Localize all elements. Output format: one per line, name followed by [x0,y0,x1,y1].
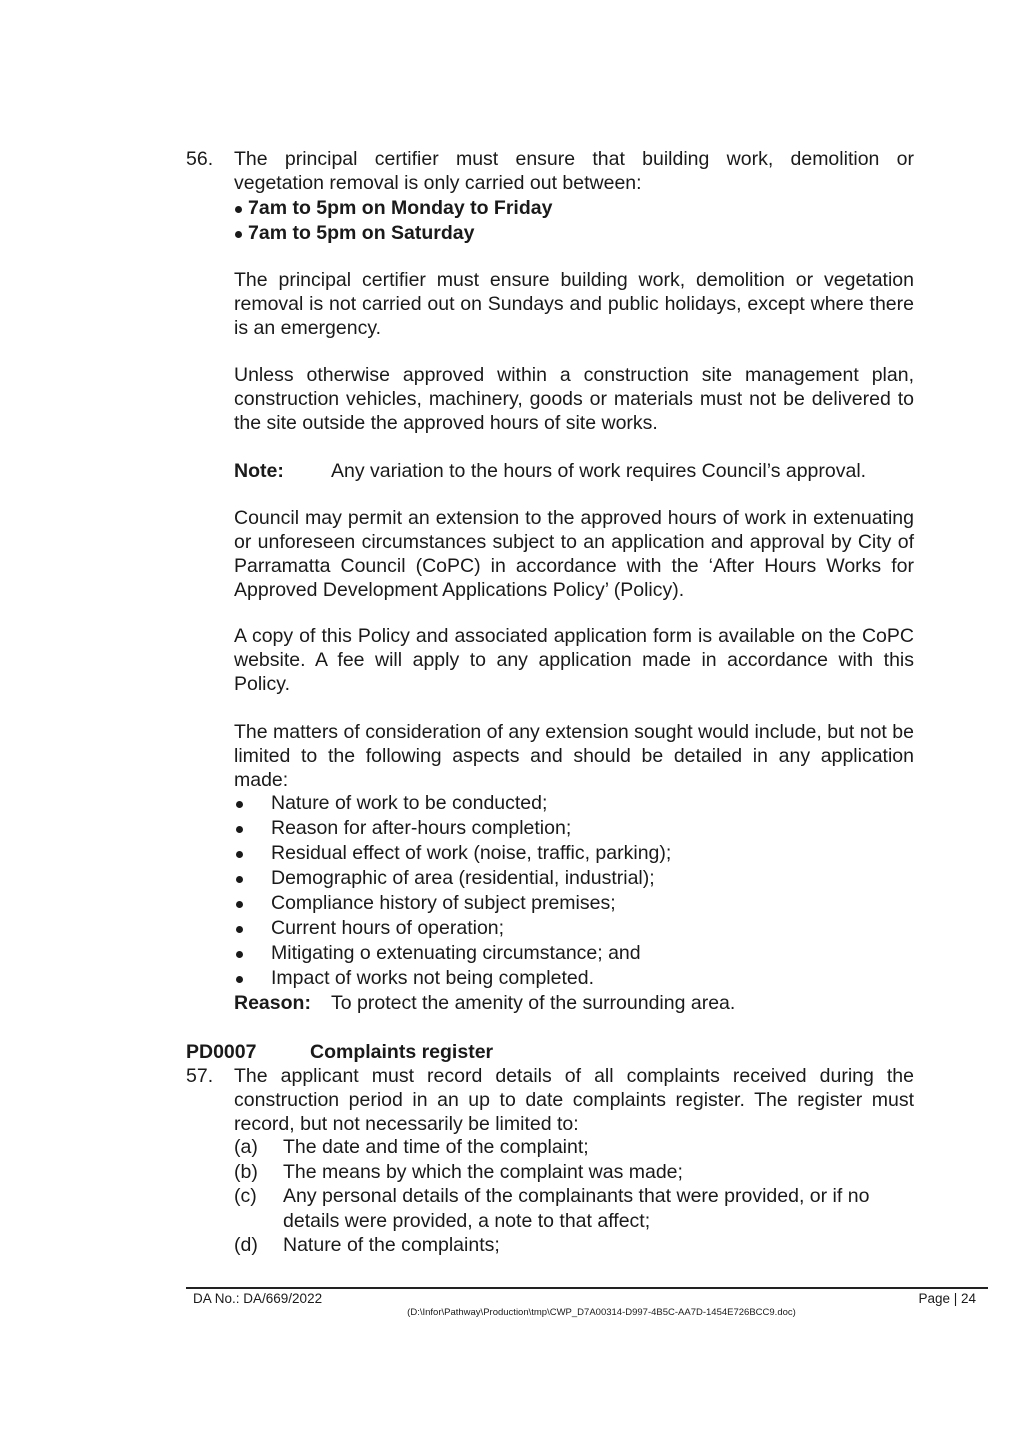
section-title: Complaints register [310,1041,494,1063]
matters-item: Residual effect of work (noise, traffic, parking); [234,841,914,866]
complaint-details-item: (c) Any personal details of the complainants that were provided, or if no details were provided, a note to that affect; [234,1185,870,1232]
section-code: PD0007 [186,1041,257,1063]
work-hours-item: 7am to 5pm on Monday to Friday [234,196,914,221]
condition-56-number: 56. [186,148,214,170]
delivery-paragraph: Unless otherwise approved within a construction site management plan, construction vehicles, machinery, goods or materials must not be delivered to the site outside the approved hours of site works. [234,364,914,434]
condition-56-intro-line-1: The principal certifier must ensure that building work, demolition or [234,148,914,170]
note-label: Note: [234,460,284,482]
bullet-icon [236,951,243,958]
da-number: DA No.: DA/669/2022 [193,1291,323,1306]
complaint-details-item: (a) The date and time of the complaint; [234,1136,589,1158]
bullet-icon [236,851,243,858]
bullet-icon [236,876,243,883]
page-number: Page | 24 [918,1291,976,1306]
matters-item: Impact of works not being completed. [234,966,914,991]
condition-57-number: 57. [186,1065,214,1087]
matters-list [234,791,914,991]
matters-item: Mitigating o extenuating circumstance; and [234,941,914,966]
bullet-icon [235,231,242,238]
bullet-icon [236,926,243,933]
bullet-icon [236,901,243,908]
work-hours-list [234,196,914,246]
matters-item: Current hours of operation; [234,916,914,941]
reason-label: Reason: [234,992,311,1014]
bullet-icon [236,826,243,833]
policy-paragraph: A copy of this Policy and associated application form is available on the CoPC website. A fee will apply to any application made in accordance with this Policy. [234,625,914,695]
matters-item: Compliance history of subject premises; [234,891,914,916]
reason-text: To protect the amenity of the surrounding area. [331,992,736,1014]
bullet-icon [236,801,243,808]
condition-57-intro: The applicant must record details of all complaints received during the construction period in an up to date complaints register. The register must record, but not necessarily be limited to: [234,1065,914,1135]
matters-item: Nature of work to be conducted; [234,791,914,816]
extension-paragraph: Council may permit an extension to the approved hours of work in extenuating or unforeseen circumstances subject to an application and approval by City of Parramatta Council (CoPC) in accordance with the ‘After Hours Works for Approved Development Applications Policy’ (Policy). [234,507,914,601]
complaint-details-item: (b) The means by which the complaint was made; [234,1160,683,1183]
complaint-details-item: (d) Nature of the complaints; [234,1234,500,1256]
complaint-details-list [234,1135,914,1258]
bullet-icon [236,976,243,983]
work-hours-item: 7am to 5pm on Saturday [234,221,914,246]
condition-56-intro [234,147,914,195]
condition-56-intro-line-2: vegetation removal is only carried out between: [234,172,642,194]
file-path: (D:\Infor\Pathway\Production\tmp\CWP_D7A00314-D997-4B5C-AA7D-1454E726BCC9.doc) [407,1307,796,1318]
note-text: Any variation to the hours of work requires Council’s approval. [331,460,867,482]
matters-paragraph: The matters of consideration of any extension sought would include, but not be limited to the following aspects and should be detailed in any application made: [234,721,914,791]
sundays-paragraph: The principal certifier must ensure building work, demolition or vegetation removal is not carried out on Sundays and public holidays, except where there is an emergency. [234,269,914,339]
matters-item: Reason for after-hours completion; [234,816,914,841]
matters-item: Demographic of area (residential, industrial); [234,866,914,891]
footer-divider [186,1287,988,1289]
bullet-icon [235,206,242,213]
